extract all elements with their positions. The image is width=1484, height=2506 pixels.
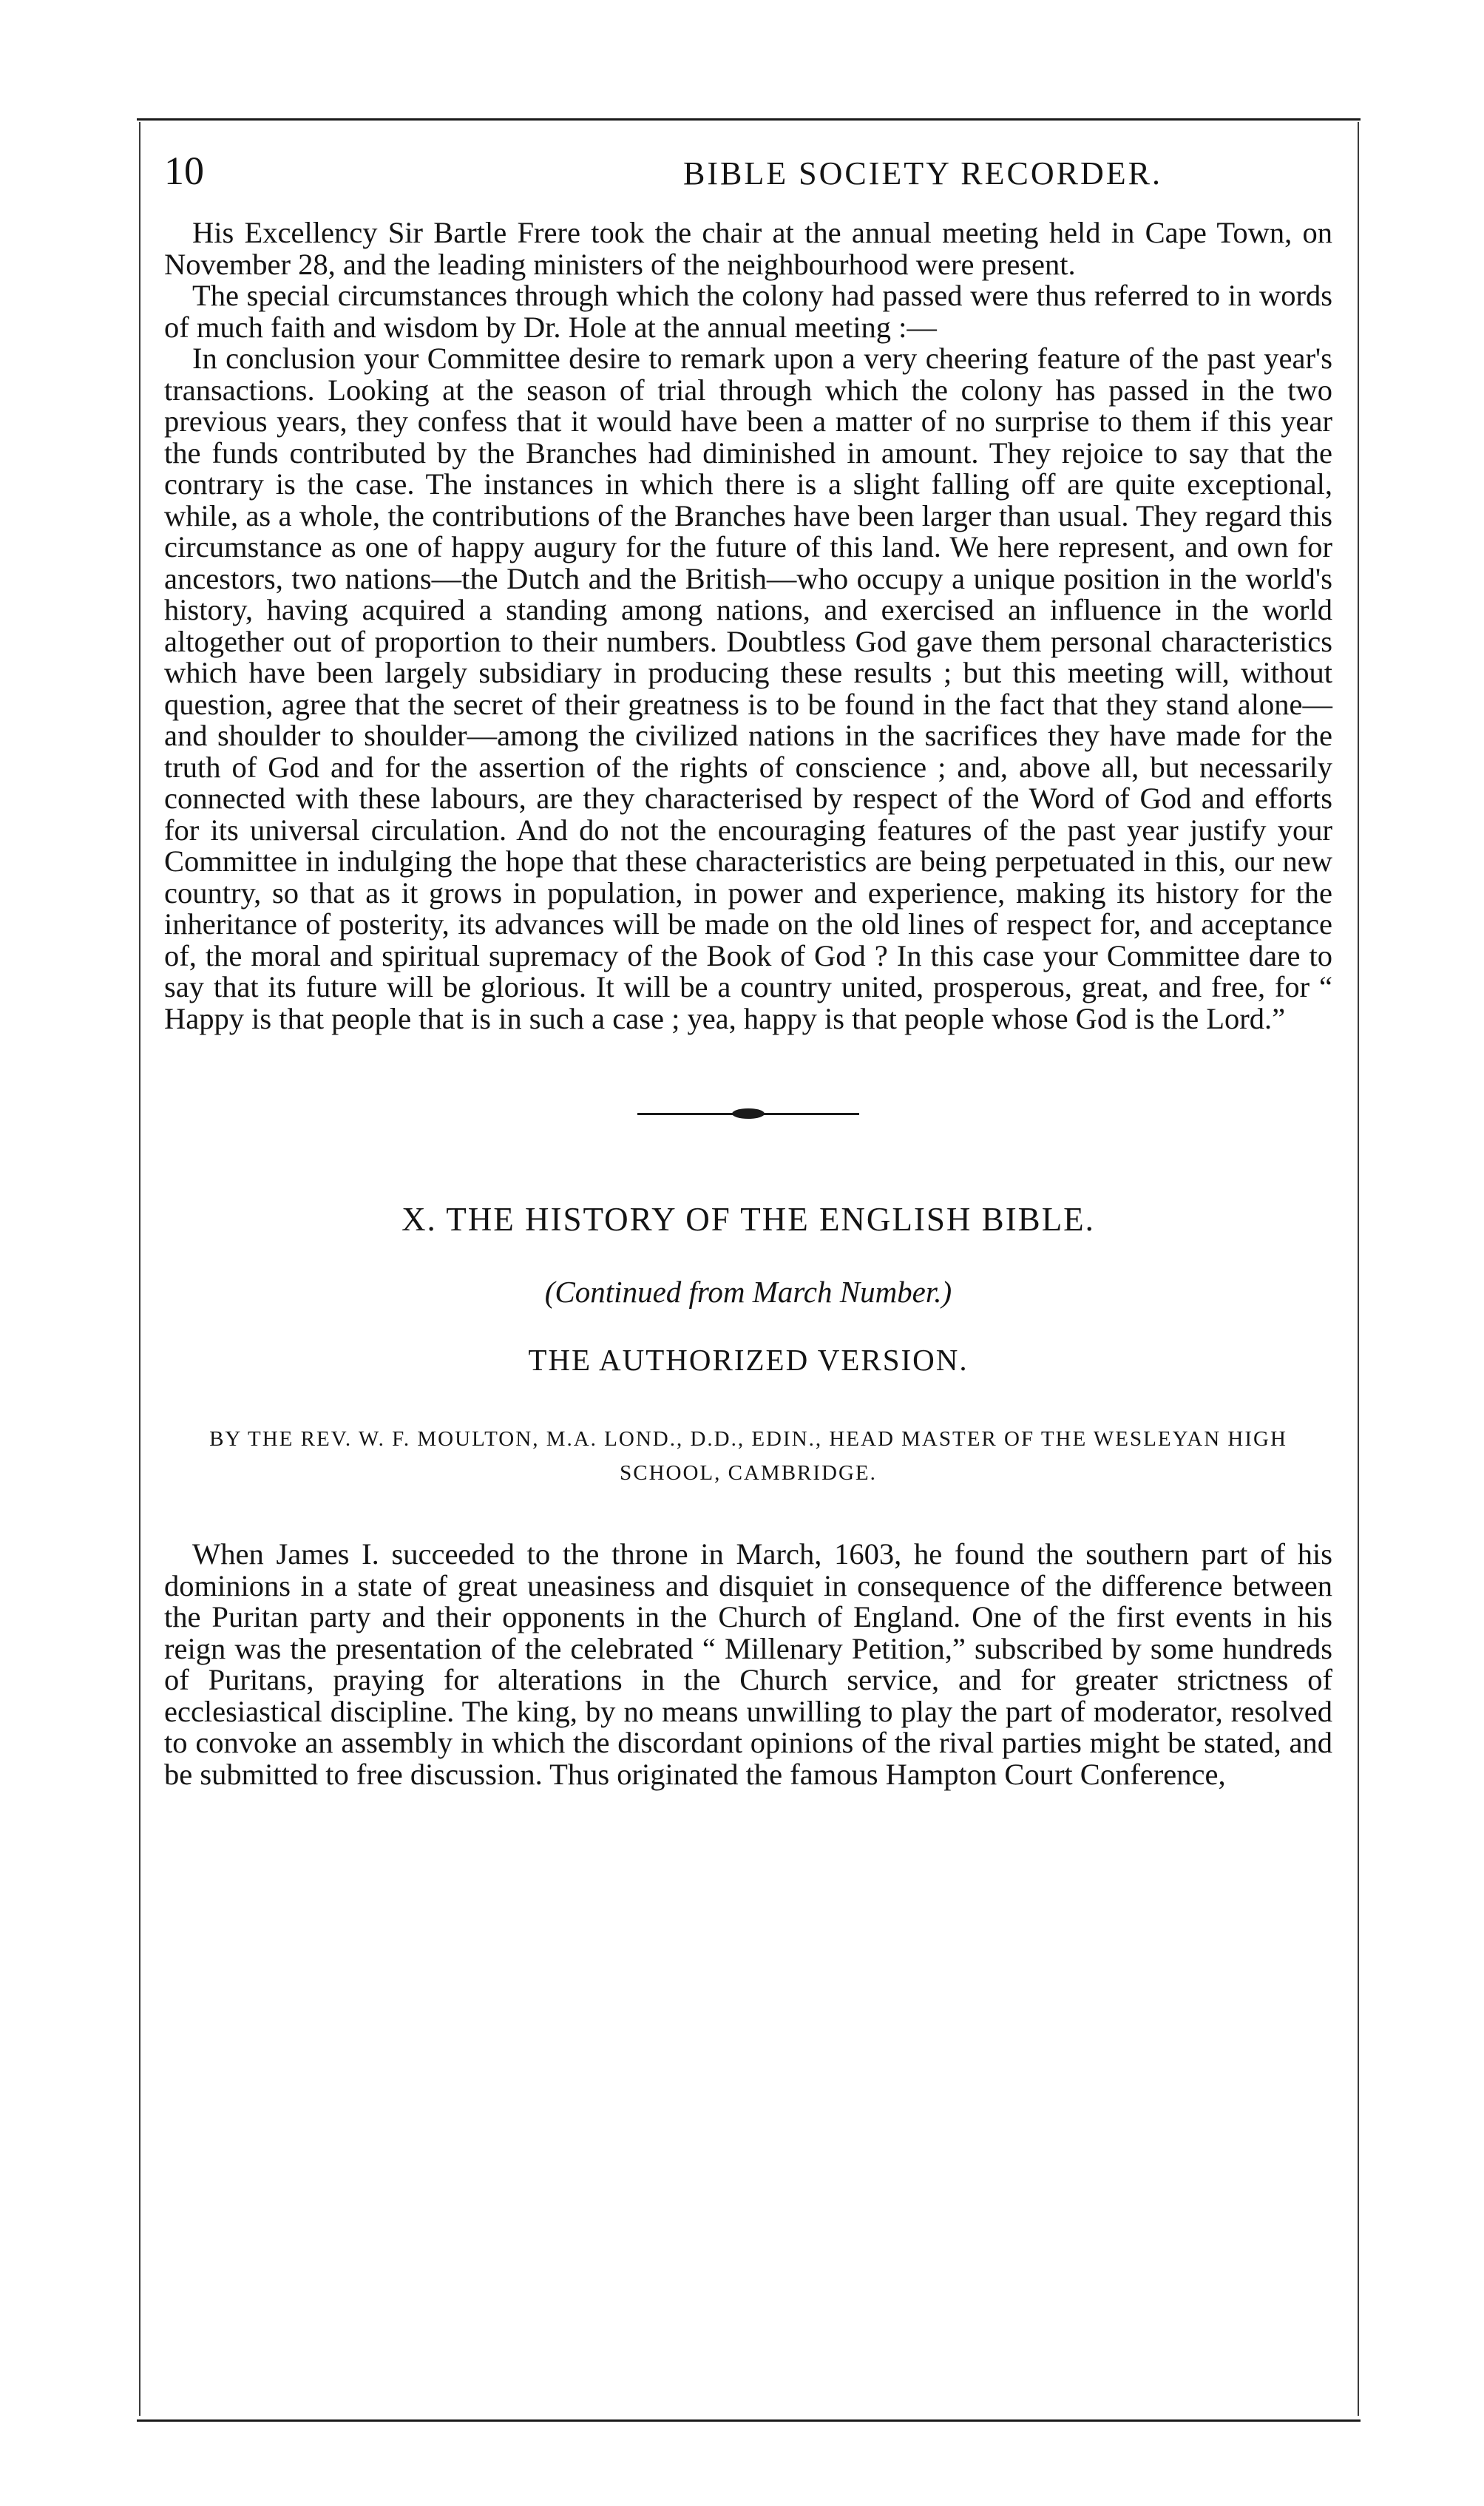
left-border-rule (139, 122, 140, 2416)
page-number: 10 (164, 149, 204, 193)
running-head: BIBLE SOCIETY RECORDER. (683, 155, 1162, 192)
page-content (164, 148, 1332, 1790)
bottom-border-rule (137, 2419, 1361, 2422)
paragraph-intro: His Excellency Sir Bartle Frere took the chair at the annual meeting held in Cape Town, on November 28, and the leading ministers of the neighbourhood were present. (164, 216, 1332, 281)
section-title: X. THE HISTORY OF THE ENGLISH BIBLE. (402, 1201, 1095, 1238)
paragraph-quotation: In conclusion your Committee desire to remark upon a very cheering feature of the past year's transactions. Looking at the season of trial through which the colony has passed in the two previous years, they confess that it would have been a matter of no surprise to them if this year the funds contributed by the Branches had diminished in amount. They rejoice to say that the contrary is the case. The instances in which there is a slight falling off are quite exceptional, while, as a whole, the contributions of the Branches have been larger than usual. They regard this circumstance as one of happy augury for the future of this land. We here represent, and own for ancestors, two nations—the Dutch and the British—who occupy a unique position in the world's history, having acquired a standing among nations, and exercised an influence in the world altogether out of proportion to their numbers. Doubtless God gave them personal characteristics which have been largely subsidiary in producing these results ; but this meeting will, without question, agree that the secret of their greatness is to be found in the fact that they stand alone—and shoulder to shoulder—among the civilized nations in the sacrifices they have made for the truth of God and for the assertion of the rights of conscience ; and, above all, but necessarily connected with these labours, are they characterised by respect of the Word of God and efforts for its universal circulation. And do not the encouraging features of the past year justify your Committee in indulging the hope that these characteristics are being perpetuated in this, our new country, so that as it grows in population, in power and experience, making its history for the inheritance of posterity, its advances will be made on the old lines of respect for, and acceptance of, the moral and spiritual supremacy of the Book of God ? In this case your Committee dare to say that its future will be glorious. It will be a country united, prosperous, great, and free, for “ Happy is that people that is in such a case ; yea, happy is that people whose God is the Lord.” (164, 342, 1332, 1035)
author-byline: BY THE REV. W. F. MOULTON, M.A. LOND., D.D., EDIN., HEAD MASTER OF THE WESLEYAN HIGH SCHOOL, CAMBRIDGE. (209, 1427, 1287, 1485)
section-separator (637, 1108, 859, 1119)
separator-ornament (732, 1108, 765, 1119)
right-border-rule (1358, 122, 1359, 2416)
paragraph-referral: The special circumstances through which the colony had passed were thus referred to in words of much faith and wisdom by Dr. Hole at the annual meeting :— (164, 279, 1332, 344)
continued-note: (Continued from March Number.) (544, 1275, 952, 1309)
section-subtitle: THE AUTHORIZED VERSION. (528, 1343, 969, 1377)
top-border-rule (137, 118, 1361, 121)
page-header (164, 148, 1332, 200)
paragraph-history-body: When James I. succeeded to the throne in March, 1603, he found the southern part of his dominions in a state of great uneasiness and disquiet in consequence of the difference between the Puritan party and their opponents in the Church of England. One of the first events in his reign was the presentation of the celebrated “ Millenary Petition,” subscribed by some hundreds of Puritans, praying for alterations in the Church service, and for greater strictness of ecclesiastical discipline. The king, by no means unwilling to play the part of moderator, resolved to convoke an assembly in which the discordant opinions of the rival parties might be stated, and be submitted to free discussion. Thus originated the famous Hampton Court Conference, (164, 1537, 1332, 1791)
